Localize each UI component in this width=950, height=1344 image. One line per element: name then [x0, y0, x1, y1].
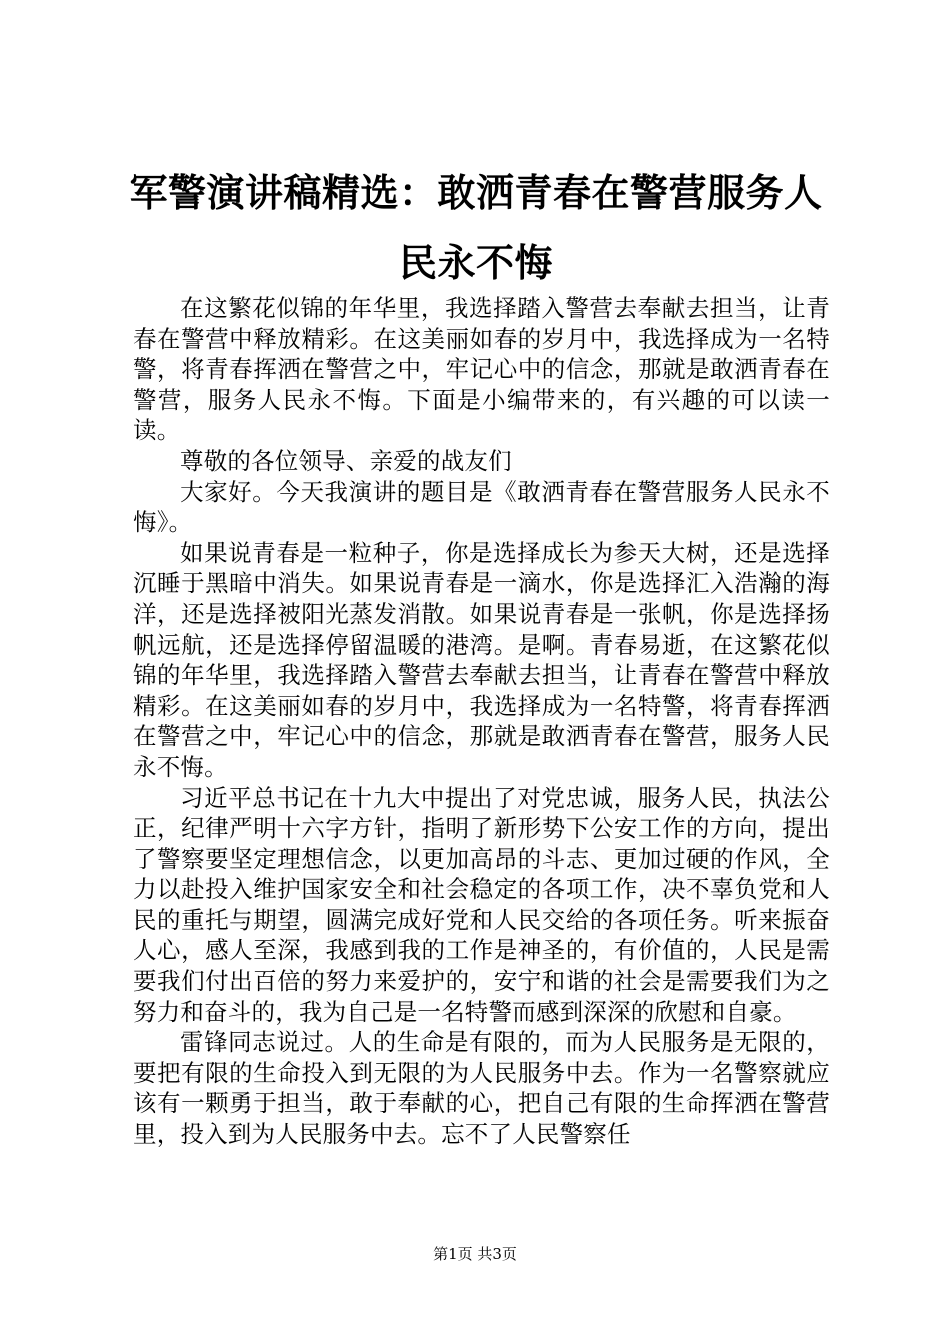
- paragraph-youth: 如果说青春是一粒种子，你是选择成长为参天大树，还是选择沉睡于黑暗中消失。如果说青春是一滴水，你是选择汇入浩瀚的海洋，还是选择被阳光蒸发消散。如果说青春是一张帆，你是选择扬帆远航，还是选择停留温暖的港湾。是啊。青春易逝，在这繁花似锦的年华里，我选择踏入警营去奉献去担当，让青春在警营中释放精彩。在这美丽如春的岁月中，我选择成为一名特警，将青春挥洒在警营之中，牢记心中的信念，那就是敢洒青春在警营，服务人民永不悔。: [133, 538, 830, 781]
- page-footer: 第1页 共3页: [433, 1245, 517, 1263]
- paragraph-xi-speech: 习近平总书记在十九大中提出了对党忠诚，服务人民，执法公正，纪律严明十六字方针，指明了新形势下公安工作的方向，提出了警察要坚定理想信念，以更加高昂的斗志、更加过硬的作风，全力以赴投入维护国家安全和社会稳定的各项工作，决不辜负党和人民的重托与期望，圆满完成好党和人民交给的各项任务。听来振奋人心，感人至深，我感到我的工作是神圣的，有价值的，人民是需要我们付出百倍的努力来爱护的，安宁和谐的社会是需要我们为之努力和奋斗的，我为自己是一名特警而感到深深的欣慰和自豪。: [133, 783, 830, 1026]
- document-body: [133, 293, 830, 1150]
- paragraph-greeting: 大家好。今天我演讲的题目是《敢洒青春在警营服务人民永不悔》。: [133, 477, 830, 537]
- paragraph-salutation: 尊敬的各位领导、亲爱的战友们: [180, 446, 512, 475]
- paragraph-lei-feng: 雷锋同志说过。人的生命是有限的，而为人民服务是无限的，要把有限的生命投入到无限的为人民服务中去。作为一名警察就应该有一颗勇于担当，敢于奉献的心，把自己有限的生命挥洒在警营里，投入到为人民服务中去。忘不了人民警察任: [133, 1028, 830, 1149]
- document-title: 军警演讲稿精选：敢洒青春在警营服务人民永不悔: [129, 171, 823, 285]
- paragraph-intro: 在这繁花似锦的年华里，我选择踏入警营去奉献去担当，让青春在警营中释放精彩。在这美丽如春的岁月中，我选择成为一名特警，将青春挥洒在警营之中，牢记心中的信念，那就是敢洒青春在警营，服务人民永不悔。下面是小编带来的，有兴趣的可以读一读。: [133, 294, 830, 445]
